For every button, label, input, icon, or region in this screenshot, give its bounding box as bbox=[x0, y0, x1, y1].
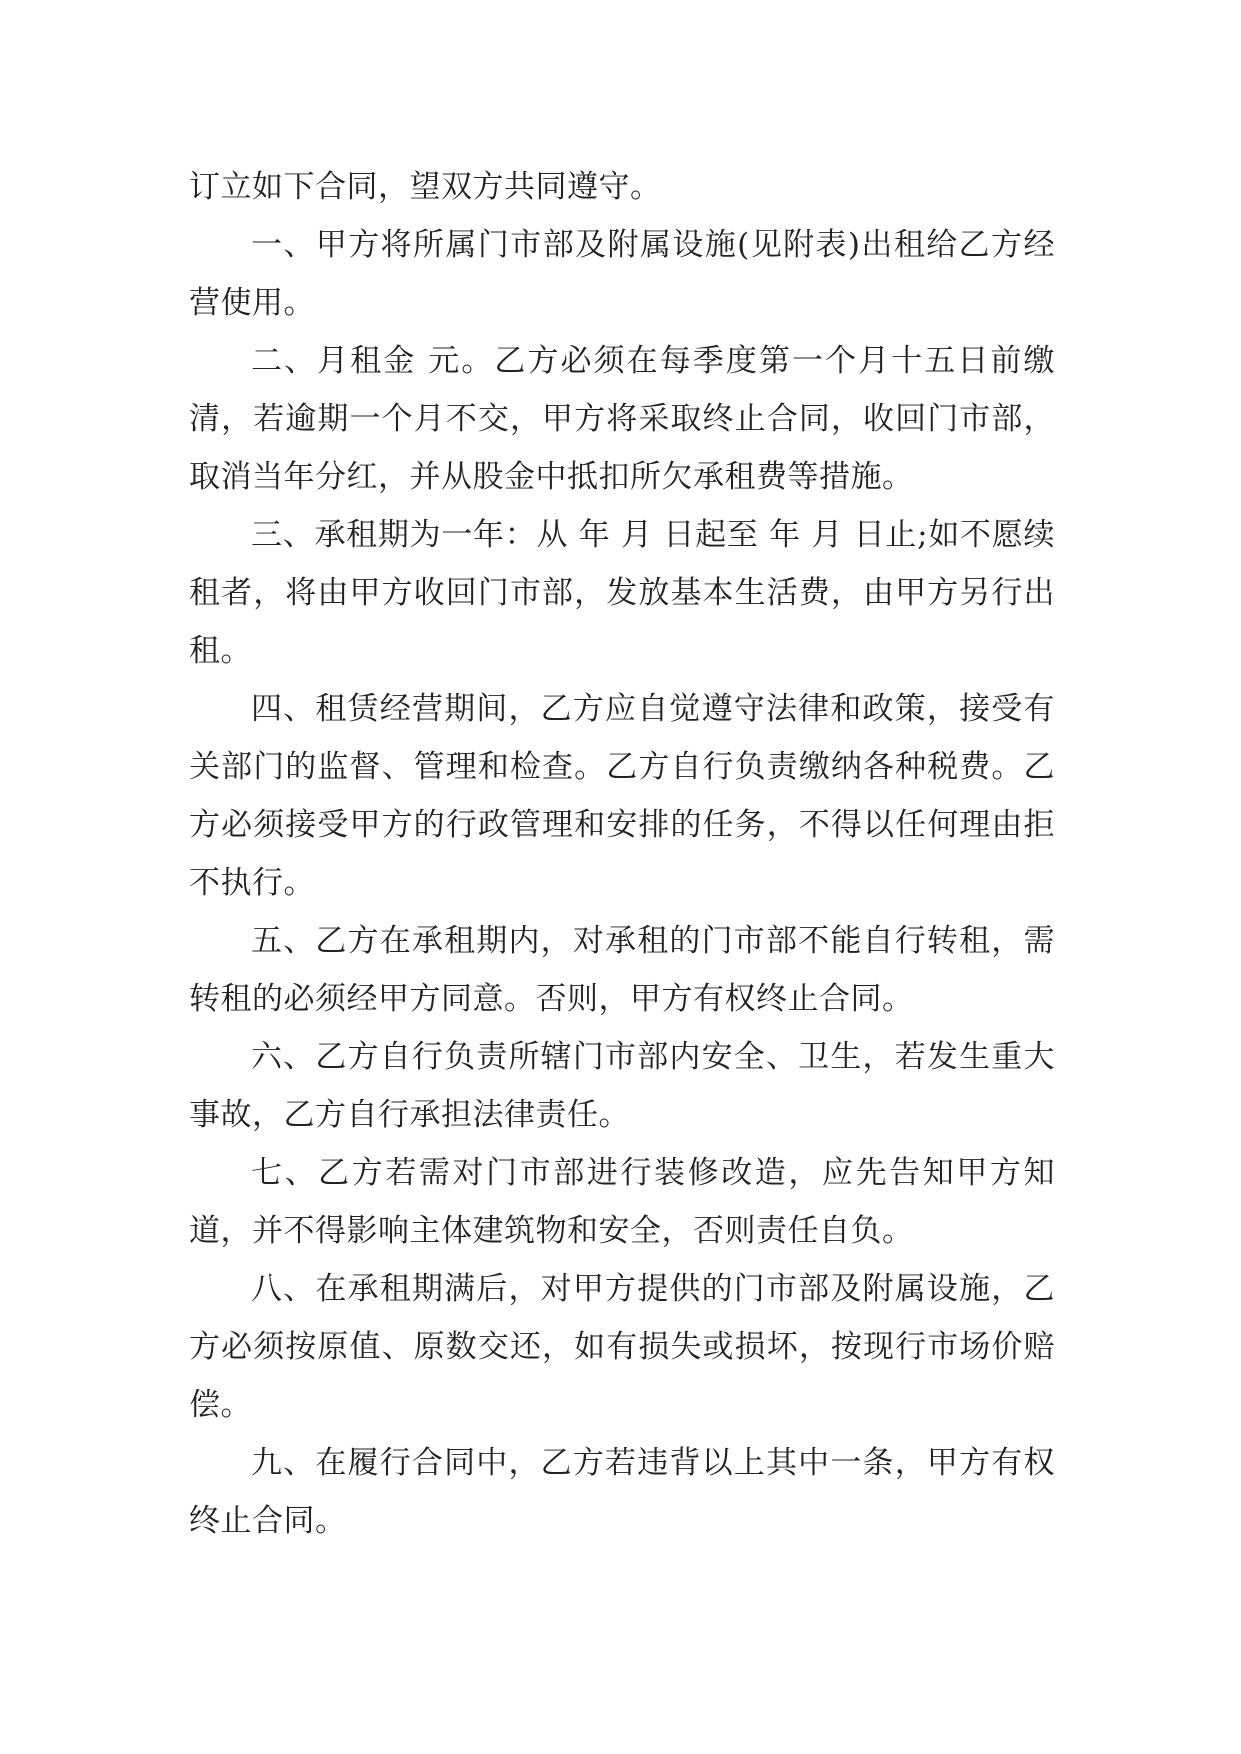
clause-9: 九、在履行合同中，乙方若违背以上其中一条，甲方有权终止合同。 bbox=[189, 1445, 1055, 1539]
clause-2: 二、月租金 元。乙方必须在每季度第一个月十五日前缴清，若逾期一个月不交，甲方将采取终止合同，收回门市部，取消当年分红，并从股金中抵扣所欠承租费等措施。 bbox=[189, 343, 1055, 495]
clause-1: 一、甲方将所属门市部及附属设施(见附表)出租给乙方经营使用。 bbox=[189, 227, 1055, 321]
clause-7: 七、乙方若需对门市部进行装修改造，应先告知甲方知道，并不得影响主体建筑物和安全，否则责任自负。 bbox=[189, 1155, 1055, 1249]
clause-4: 四、租赁经营期间，乙方应自觉遵守法律和政策，接受有关部门的监督、管理和检查。乙方自行负责缴纳各种税费。乙方必须接受甲方的行政管理和安排的任务，不得以任何理由拒不执行。 bbox=[189, 691, 1055, 901]
clause-3: 三、承租期为一年：从 年 月 日起至 年 月 日止;如不愿续租者，将由甲方收回门市部，发放基本生活费，由甲方另行出租。 bbox=[189, 517, 1055, 669]
paragraph-preamble: 订立如下合同，望双方共同遵守。 bbox=[189, 169, 662, 205]
clause-8: 八、在承租期满后，对甲方提供的门市部及附属设施，乙方必须按原值、原数交还，如有损失或损坏，按现行市场价赔偿。 bbox=[189, 1271, 1055, 1423]
clause-6: 六、乙方自行负责所辖门市部内安全、卫生，若发生重大事故，乙方自行承担法律责任。 bbox=[189, 1039, 1055, 1133]
clause-5: 五、乙方在承租期内，对承租的门市部不能自行转租，需转租的必须经甲方同意。否则，甲方有权终止合同。 bbox=[189, 923, 1055, 1017]
contract-body bbox=[189, 158, 1055, 1550]
